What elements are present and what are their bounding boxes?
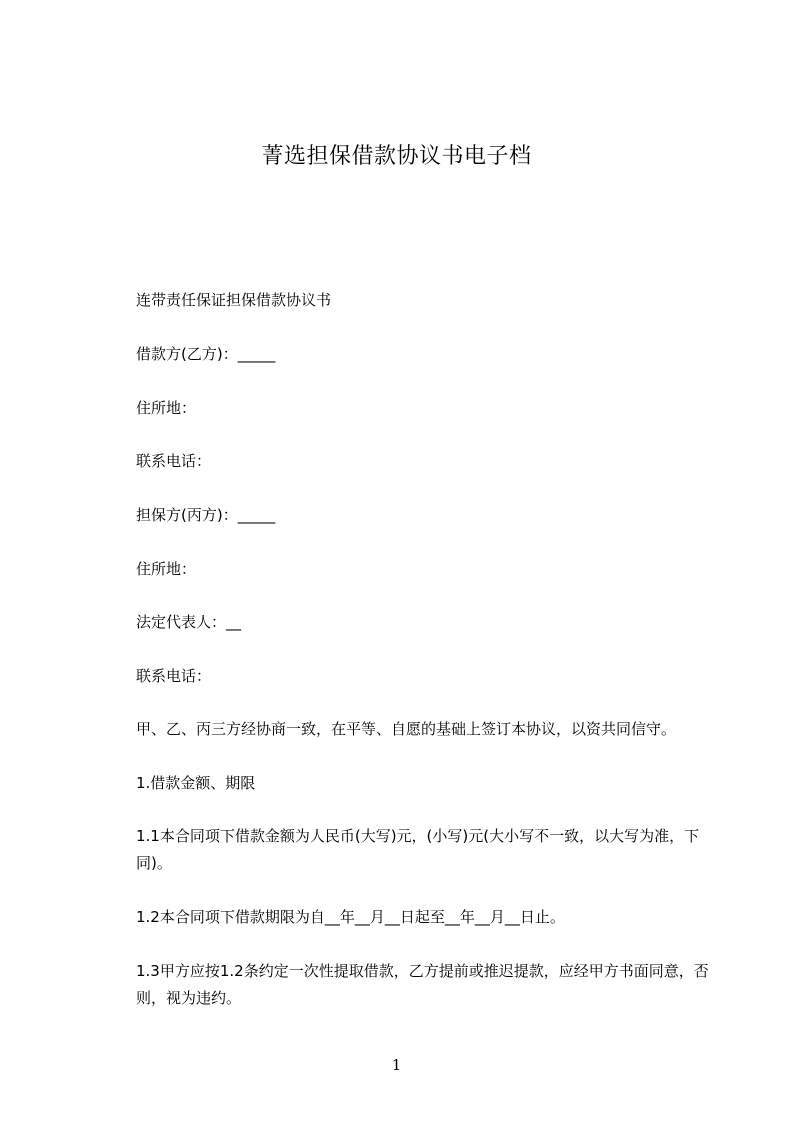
page-number: 1 [391,1056,402,1074]
guarantor-address-field: 住所地： [136,560,197,578]
document-title: 菁选担保借款协议书电子档 [261,144,532,169]
agreement-preamble: 甲、乙、丙三方经协商一致，在平等、自愿的基础上签订本协议，以资共同信守。 [136,720,677,738]
guarantor-field: 担保方(丙方)：_____ [136,506,276,524]
legal-representative-field: 法定代表人：__ [136,613,242,631]
guarantor-phone-field: 联系电话： [136,667,212,685]
section-heading-loan-amount-term: 1.借款金额、期限 [136,774,256,792]
borrower-address-field: 住所地： [136,399,197,417]
clause-1-1: 1.1本合同项下借款金额为人民币(大写)元，(小写)元(大小写不一致，以大写为准，下同)。 [136,827,700,872]
agreement-heading: 连带责任保证担保借款协议书 [136,291,332,309]
borrower-field: 借款方(乙方)：_____ [136,345,276,363]
clause-1-3: 1.3甲方应按1.2条约定一次性提取借款，乙方提前或推迟提款，应经甲方书面同意，否则，视为违约。 [136,962,709,1007]
borrower-phone-field: 联系电话： [136,452,212,470]
clause-1-2: 1.2本合同项下借款期限为自__年__月__日起至__年__月__日止。 [136,908,565,926]
